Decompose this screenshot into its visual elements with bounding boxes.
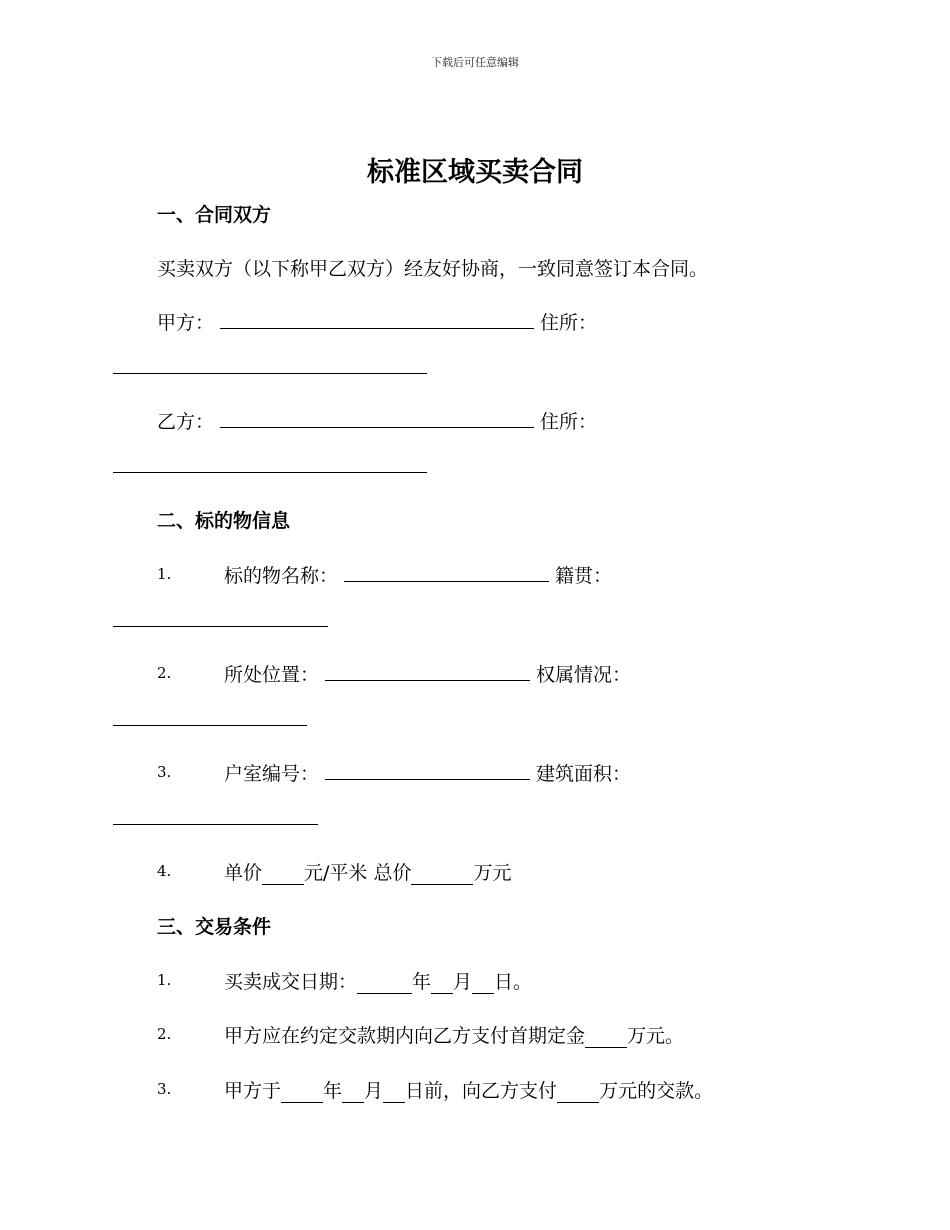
room-number-row (224, 759, 631, 786)
party-b-row (157, 407, 597, 434)
contract-title: 标准区域买卖合同 (367, 157, 583, 188)
subject-name-row (224, 561, 612, 588)
total-price-label: 元/平米 总价 (304, 862, 412, 884)
deposit-unit: 万元。 (627, 1025, 685, 1047)
section2-heading: 二、标的物信息 (157, 510, 291, 532)
item-number: 2. (157, 1025, 172, 1043)
price-row (224, 858, 511, 885)
payment-row (224, 1076, 713, 1103)
party-a-row (157, 308, 597, 335)
header-note: 下载后可任意编辑 (431, 56, 519, 69)
payment-day-blank[interactable] (383, 1080, 405, 1103)
payment-text-1: 甲方于 (224, 1080, 282, 1102)
origin-label: 籍贯： (555, 565, 613, 587)
payment-text-3: 万元的交款。 (599, 1080, 714, 1102)
payment-amount-blank[interactable] (557, 1080, 599, 1103)
party-b-name-blank[interactable] (220, 426, 534, 428)
deal-day-blank[interactable] (472, 971, 494, 994)
deposit-text: 甲方应在约定交款期内向乙方支付首期定金 (224, 1025, 586, 1047)
day-label: 日。 (494, 971, 533, 993)
payment-month-blank[interactable] (342, 1080, 364, 1103)
party-a-label: 甲方： (157, 312, 215, 334)
floor-area-blank[interactable] (113, 824, 318, 825)
party-a-name-blank[interactable] (220, 327, 534, 329)
item-number: 2. (157, 664, 172, 682)
party-b-label: 乙方： (157, 411, 215, 433)
unit-price-label: 单价 (224, 862, 263, 884)
total-unit-label: 万元 (473, 862, 512, 884)
section3-heading: 三、交易条件 (157, 916, 272, 938)
ownership-label: 权属情况： (536, 664, 632, 686)
floor-area-label: 建筑面积： (536, 763, 632, 785)
year-label: 年 (412, 971, 432, 993)
location-label: 所处位置： (224, 664, 320, 686)
section1-intro: 买卖双方（以下称甲乙双方）经友好协商，一致同意签订本合同。 (157, 258, 709, 280)
section1-heading: 一、合同双方 (157, 204, 272, 226)
deal-date-label: 买卖成交日期： (224, 971, 358, 993)
party-b-address-blank[interactable] (113, 472, 427, 473)
item-number: 1. (157, 971, 172, 989)
subject-name-label: 标的物名称： (224, 565, 339, 587)
total-price-blank[interactable] (411, 862, 473, 885)
party-b-address-label: 住所： (540, 411, 598, 433)
deal-date-row (224, 967, 532, 994)
item-number: 3. (157, 1080, 172, 1098)
year-label: 年 (323, 1080, 343, 1102)
payment-text-2: 日前，向乙方支付 (405, 1080, 558, 1102)
deposit-amount-blank[interactable] (585, 1025, 627, 1048)
month-label: 月 (364, 1080, 384, 1102)
item-number: 3. (157, 763, 172, 781)
deal-month-blank[interactable] (431, 971, 453, 994)
deposit-row (224, 1021, 684, 1048)
ownership-blank[interactable] (113, 725, 307, 726)
subject-name-blank[interactable] (344, 580, 549, 582)
payment-year-blank[interactable] (281, 1080, 323, 1103)
deal-year-blank[interactable] (357, 971, 412, 994)
location-blank[interactable] (325, 679, 530, 681)
origin-blank[interactable] (113, 626, 328, 627)
room-number-blank[interactable] (325, 778, 530, 780)
party-a-address-blank[interactable] (113, 373, 427, 374)
party-a-address-label: 住所： (540, 312, 598, 334)
location-row (224, 660, 631, 687)
month-label: 月 (453, 971, 473, 993)
item-number: 4. (157, 862, 172, 880)
room-number-label: 户室编号： (224, 763, 320, 785)
unit-price-blank[interactable] (262, 862, 304, 885)
item-number: 1. (157, 565, 172, 583)
